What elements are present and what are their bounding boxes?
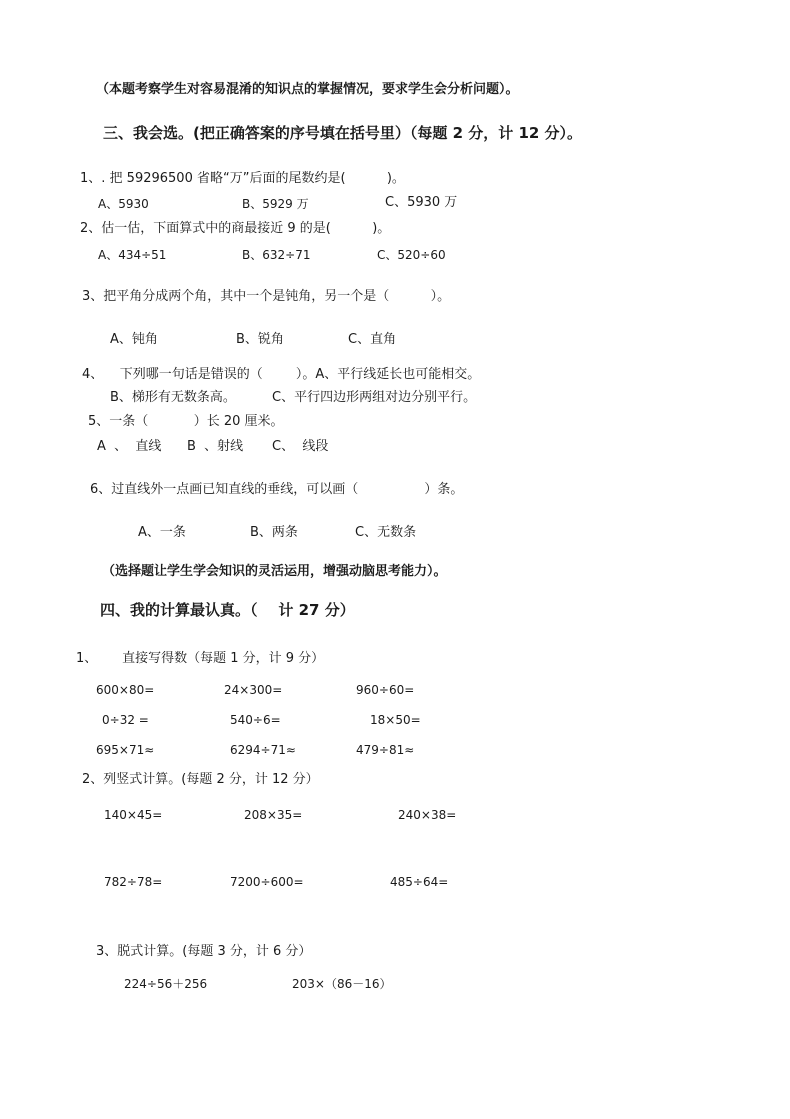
q4-stem: 4、 下列哪一句话是错误的（ ）。A、平行线延长也可能相交。	[82, 367, 481, 382]
calc-item: 140×45=	[104, 808, 163, 822]
calc-item: 485÷64=	[390, 875, 449, 889]
calc-item: 203×（86－16）	[292, 977, 392, 991]
q3-option-a: A、钝角	[110, 332, 158, 347]
calc-item: 208×35=	[244, 808, 303, 822]
note-top: （本题考察学生对容易混淆的知识点的掌握情况，要求学生会分析问题）。	[96, 82, 519, 97]
q6-option-a: A、一条	[138, 525, 186, 540]
calc-item: 7200÷600=	[230, 875, 304, 889]
q3-option-c: C、直角	[348, 332, 397, 347]
q6-stem: 6、过直线外一点画已知直线的垂线，可以画（ ）条。	[90, 482, 464, 497]
q5-option-c: C、 线段	[272, 439, 329, 454]
note-mid: （选择题让学生学会知识的灵活运用，增强动脑思考能力）。	[102, 564, 447, 579]
part1-title: 1、 直接写得数（每题 1 分，计 9 分）	[76, 651, 325, 666]
q3-option-b: B、锐角	[236, 332, 284, 347]
q2-option-b: B、632÷71	[242, 248, 311, 262]
part2-title: 2、列竖式计算。(每题 2 分，计 12 分）	[82, 772, 319, 787]
q1-option-c: C、5930 万	[385, 195, 458, 210]
calc-item: 600×80=	[96, 683, 155, 697]
calc-item: 695×71≈	[96, 743, 155, 757]
calc-item: 240×38=	[398, 808, 457, 822]
calc-item: 224÷56＋256	[124, 977, 208, 991]
section-4-heading: 四、我的计算最认真。（ 计 27 分）	[100, 601, 355, 619]
calc-item: 6294÷71≈	[230, 743, 296, 757]
q6-option-c: C、无数条	[355, 525, 417, 540]
calc-item: 479÷81≈	[356, 743, 415, 757]
q5-option-a: A 、 直线	[97, 439, 162, 454]
q1-option-a: A、5930	[98, 197, 149, 211]
q1-option-b: B、5929 万	[242, 197, 309, 211]
q1-stem: 1、. 把 59296500 省略“万”后面的尾数约是( )。	[80, 171, 405, 186]
calc-item: 960÷60=	[356, 683, 415, 697]
q2-option-a: A、434÷51	[98, 248, 167, 262]
q4-option-c: C、平行四边形两组对边分别平行。	[272, 390, 477, 405]
calc-item: 24×300=	[224, 683, 283, 697]
q5-option-b: B 、射线	[187, 439, 244, 454]
q2-option-c: C、520÷60	[377, 248, 446, 262]
calc-item: 540÷6=	[230, 713, 281, 727]
calc-item: 0÷32 =	[102, 713, 149, 727]
q3-stem: 3、把平角分成两个角，其中一个是钝角，另一个是（ ）。	[82, 289, 451, 304]
q4-option-b: B、梯形有无数条高。	[110, 390, 236, 405]
q5-stem: 5、一条（ ）长 20 厘米。	[88, 414, 284, 429]
calc-item: 18×50=	[370, 713, 421, 727]
section-3-heading: 三、我会选。(把正确答案的序号填在括号里）（每题 2 分，计 12 分）。	[103, 124, 583, 142]
q6-option-b: B、两条	[250, 525, 298, 540]
part3-title: 3、脱式计算。(每题 3 分，计 6 分）	[96, 944, 312, 959]
q2-stem: 2、估一估，下面算式中的商最接近 9 的是( )。	[80, 221, 391, 236]
calc-item: 782÷78=	[104, 875, 163, 889]
